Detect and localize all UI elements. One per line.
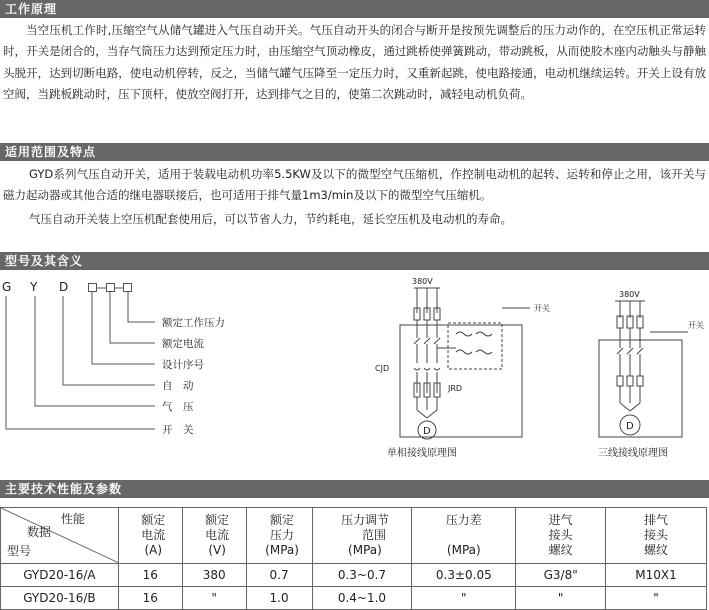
table-row bbox=[1, 587, 707, 610]
principle-text: 当空压机工作时,压缩空气从储气罐进入气压自动开关。气压自动开头的闭合与断开是按预先调整后的压力动作的，在空压机正常运转时，开关是闭合的，当存气筒压力达到预定压力时，由压缩空气顶动橡皮，通过跳桥使弹簧跳动，带动跳板，从而使胶木座内动触头与静触头脱开，达到切断电路，使电动机停转，反之，当储气罐气压降至一定压力时，又重新起跳，使电路接通，电动机继续运转。开关上设有放空阀，当跳板跳动时，压下顶杆，使放空阀打开，达到排气之目的，使第二次跳动时，减轻电动机负荷。 bbox=[3, 23, 706, 101]
section-title-scope: 适用范围及特点 bbox=[0, 143, 709, 161]
header-diff: 压力差 (MPa) bbox=[412, 508, 516, 564]
cell-inlet: G3/8" bbox=[516, 564, 606, 587]
table-header-row bbox=[1, 508, 707, 564]
cell-inlet: " bbox=[516, 587, 606, 610]
header-range: 压力调节 范围 (MPa) bbox=[312, 508, 412, 564]
cell-model: GYD20-16/A bbox=[1, 564, 119, 587]
header-voltage: 额定 电流 (V) bbox=[182, 508, 246, 564]
corner-model: 型号 bbox=[7, 544, 32, 558]
single-phase-caption: 单相接线原理图 bbox=[387, 448, 457, 459]
single-switch-label: 开关 bbox=[534, 304, 550, 313]
table-row bbox=[1, 564, 707, 587]
cell-current: 16 bbox=[118, 587, 182, 610]
single-motor-label: D bbox=[423, 426, 431, 437]
three-motor-label: D bbox=[626, 421, 634, 432]
header-outlet: 排气 接头 螺纹 bbox=[606, 508, 707, 564]
single-cjd-label: CJD bbox=[375, 364, 390, 373]
cell-model: GYD20-16/B bbox=[1, 587, 119, 610]
single-phase-diagram bbox=[400, 288, 530, 439]
section-title-principle: 工作原理 bbox=[0, 0, 709, 18]
specs-table bbox=[0, 507, 707, 610]
scope-text-1: GYD系列气压自动开关，适用于装载电动机功率5.5KW及以下的微型空气压缩机，作控制电动机的起转、运转和停止之用，该开关与磁力起动器或其他合适的继电器联接后，也可适用于排气量1m3/min及以下的微型空气压缩机。 bbox=[3, 167, 706, 203]
meaning-rated-pressure: 额定工作压力 bbox=[162, 317, 225, 329]
header-corner-cell bbox=[1, 508, 119, 564]
cell-current: 16 bbox=[118, 564, 182, 587]
meaning-air-pressure: 气 压 bbox=[162, 401, 194, 413]
cell-outlet: M10X1 bbox=[606, 564, 707, 587]
corner-data: 数据 bbox=[27, 525, 52, 539]
three-switch-label: 开关 bbox=[688, 321, 704, 330]
header-current: 额定 电流 (A) bbox=[118, 508, 182, 564]
meaning-rated-current: 额定电流 bbox=[162, 338, 204, 350]
cell-voltage: 380 bbox=[182, 564, 246, 587]
meaning-auto: 自 动 bbox=[162, 380, 194, 392]
header-pressure: 额定 压力 (MPa) bbox=[246, 508, 312, 564]
meaning-design-no: 设计序号 bbox=[162, 359, 204, 371]
three-voltage-label: 380V bbox=[619, 290, 640, 299]
corner-performance: 性能 bbox=[61, 512, 86, 526]
single-voltage-label: 380V bbox=[412, 277, 433, 286]
code-letter-y: Y bbox=[30, 280, 38, 294]
cell-diff: 0.3±0.05 bbox=[412, 564, 516, 587]
cell-range: 0.3~0.7 bbox=[312, 564, 412, 587]
code-letter-d: D bbox=[59, 280, 69, 294]
header-inlet: 进气 接头 螺纹 bbox=[516, 508, 606, 564]
cell-diff: " bbox=[412, 587, 516, 610]
cell-pressure: 0.7 bbox=[246, 564, 312, 587]
cell-pressure: 1.0 bbox=[246, 587, 312, 610]
three-phase-caption: 三线接线原理图 bbox=[598, 448, 668, 459]
meaning-switch: 开 关 bbox=[162, 424, 194, 436]
section-title-model: 型号及其含义 bbox=[0, 252, 709, 270]
scope-text-2: 气压自动开关装上空压机配套使用后，可以节省人力，节约耗电，延长空压机及电动机的寿命。 bbox=[29, 212, 512, 226]
three-phase-diagram bbox=[599, 301, 688, 437]
cell-range: 0.4~1.0 bbox=[312, 587, 412, 610]
code-letter-g: G bbox=[2, 280, 12, 294]
cell-outlet: " bbox=[606, 587, 707, 610]
cell-voltage: " bbox=[182, 587, 246, 610]
wiring-diagrams bbox=[370, 268, 709, 468]
section-title-specs: 主要技术性能及参数 bbox=[0, 480, 709, 498]
single-jrd-label: JRD bbox=[448, 384, 463, 393]
